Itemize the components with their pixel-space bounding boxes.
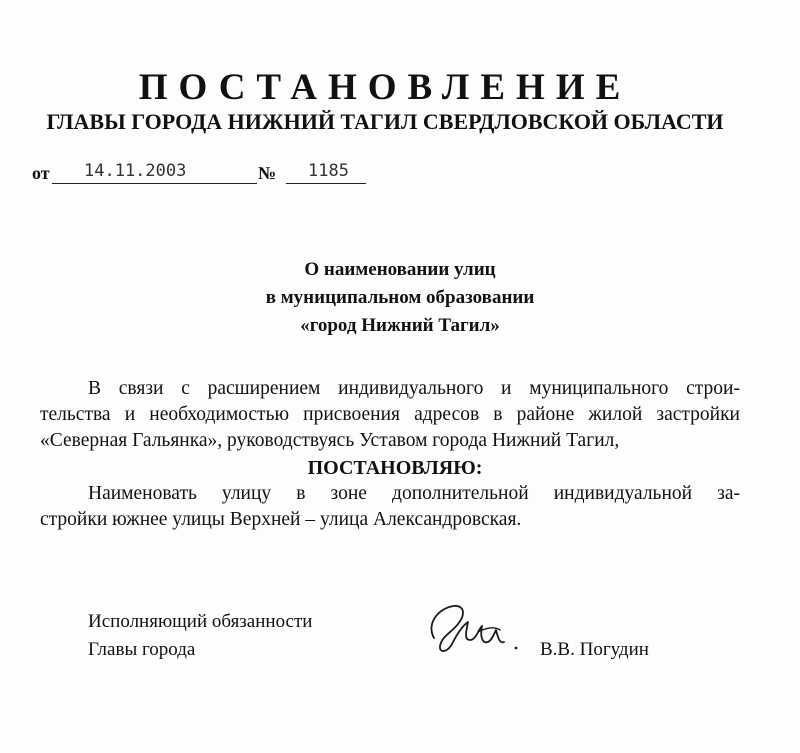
number-label: № — [258, 163, 277, 183]
signer-role-line: Главы города — [88, 639, 196, 660]
paragraph-line: Наименовать улицу в зоне дополнительной индивидуальной за- — [88, 483, 740, 504]
subject-line: в муниципальном образовании — [265, 287, 535, 308]
paragraph-line: В связи с расширением индивидуального и муниципального строи- — [88, 378, 740, 399]
number-field: 1185 — [286, 158, 366, 184]
document-subject — [0, 256, 800, 340]
preamble-paragraph — [40, 376, 740, 454]
date-field: 14.11.2003 — [52, 158, 257, 184]
paragraph-line: «Северная Гальянка», руководствуясь Уставом города Нижний Тагил, — [40, 430, 620, 451]
paragraph-line: тельства и необходимостью присвоения адресов в районе жилой застройки — [40, 404, 740, 425]
issuer-line: ГЛАВЫ ГОРОДА НИЖНИЙ ТАГИЛ СВЕРДЛОВСКОЙ ОБЛАСТИ — [46, 109, 724, 134]
registration-row — [30, 158, 390, 188]
subject-line: О наименовании улиц — [304, 259, 496, 280]
order-paragraph — [40, 481, 740, 533]
signer-role — [88, 608, 312, 664]
subject-line: «город Нижний Тагил» — [300, 315, 500, 336]
date-label: от — [32, 163, 50, 183]
signer-name: В.В. Погудин — [540, 639, 649, 660]
paragraph-line: стройки южнее улицы Верхней – улица Александровская. — [40, 509, 522, 530]
decree-heading: ПОСТАНОВЛЯЮ: — [307, 457, 483, 479]
handwritten-signature — [420, 586, 530, 666]
document-type-title: ПОСТАНОВЛЕНИЕ — [138, 67, 632, 108]
signer-role-line: Исполняющий обязанности — [88, 611, 313, 632]
